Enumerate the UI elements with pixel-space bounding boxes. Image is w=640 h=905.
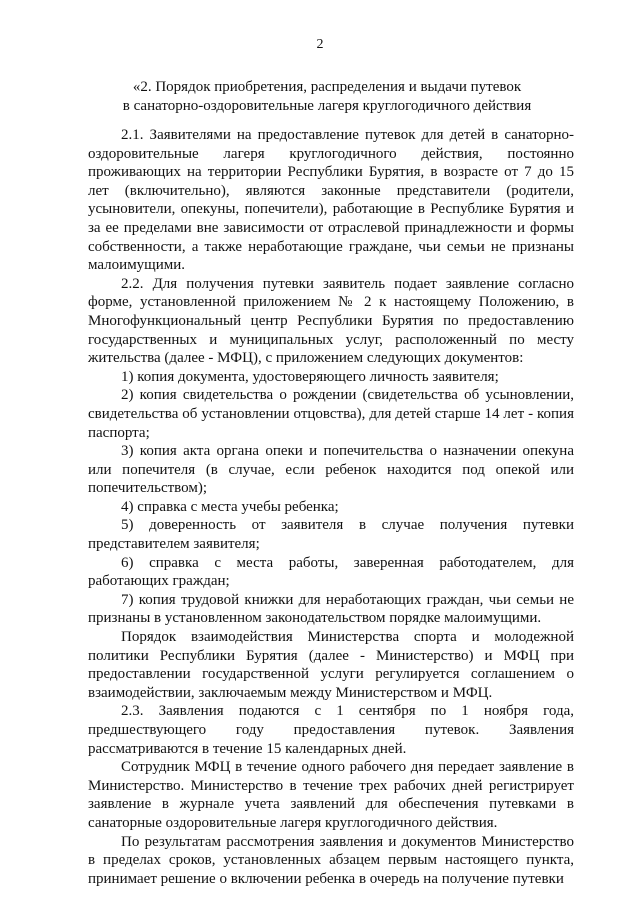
paragraph-interaction-order: Порядок взаимодействия Министерства спорта и молодежной политики Республики Бурятия (далее - Министерство) и МФЦ при предоставлении государственной услуги регулируется соглашением о взаимодействии, заключаемым между Министерством и МФЦ. [88, 629, 574, 701]
document-body [88, 126, 574, 888]
section-heading-line-1: «2. Порядок приобретения, распределения и выдачи путевок [132, 79, 522, 95]
section-heading-line-2: в санаторно-оздоровительные лагеря круглогодичного действия [122, 97, 532, 114]
list-item-4: 4) справка с места учебы ребенка; [121, 498, 339, 515]
list-item-2: 2) копия свидетельства о рождении (свидетельства об усыновлении, свидетельства об установлении отцовства), для детей старше 14 лет - копия паспорта; [88, 387, 574, 441]
paragraph-mfc-transfer: Сотрудник МФЦ в течение одного рабочего дня передает заявление в Министерство. Министерство в течение трех рабочих дней регистрирует заявление в журнале учета заявлений для обеспечения путевками в санаторные оздоровительные лагеря круглогодичного действия. [88, 759, 574, 831]
paragraph-2-1: 2.1. Заявителями на предоставление путевок для детей в санаторно-оздоровительные лагеря круглогодичного действия, постоянно проживающих на территории Республики Бурятия, в возрасте от 7 до 15 лет (включительно), являются законные представители (родители, усыновители, опекуны, попечители), работающие в Республике Бурятия и за ее пределами вне зависимости от отраслевой принадлежности и формы собственности, а также неработающие граждане, чьи семьи не признаны малоимущими. [88, 127, 574, 274]
page-number: 2 [316, 37, 324, 52]
list-item-7: 7) копия трудовой книжки для неработающих граждан, чьи семьи не признаны в установленном законодательством порядке малоимущими. [88, 591, 574, 627]
paragraph-decision: По результатам рассмотрения заявления и документов Министерство в пределах сроков, установленных абзацем первым настоящего пункта, принимает решение о включении ребенка в очередь на получение путевки [88, 833, 574, 887]
list-item-5: 5) доверенность от заявителя в случае получения путевки представителем заявителя; [88, 517, 574, 553]
section-heading [92, 78, 562, 115]
paragraph-2-2: 2.2. Для получения путевки заявитель подает заявление согласно форме, установленной приложением № 2 к настоящему Положению, в Многофункциональный центр Республики Бурятия по предоставлению государственных и муниципальных услуг, расположенный по месту жительства (далее - МФЦ), с приложением следующих документов: [88, 275, 574, 367]
list-item-3: 3) копия акта органа опеки и попечительства о назначении опекуна или попечителя (в случае, если ребенок находится под опекой или попечительством); [88, 443, 574, 497]
list-item-1: 1) копия документа, удостоверяющего личность заявителя; [121, 368, 499, 385]
list-item-6: 6) справка с места работы, заверенная работодателем, для работающих граждан; [88, 554, 574, 590]
paragraph-2-3: 2.3. Заявления подаются с 1 сентября по 1 ноября года, предшествующего году предоставления путевок. Заявления рассматриваются в течение 15 календарных дней. [88, 703, 574, 757]
